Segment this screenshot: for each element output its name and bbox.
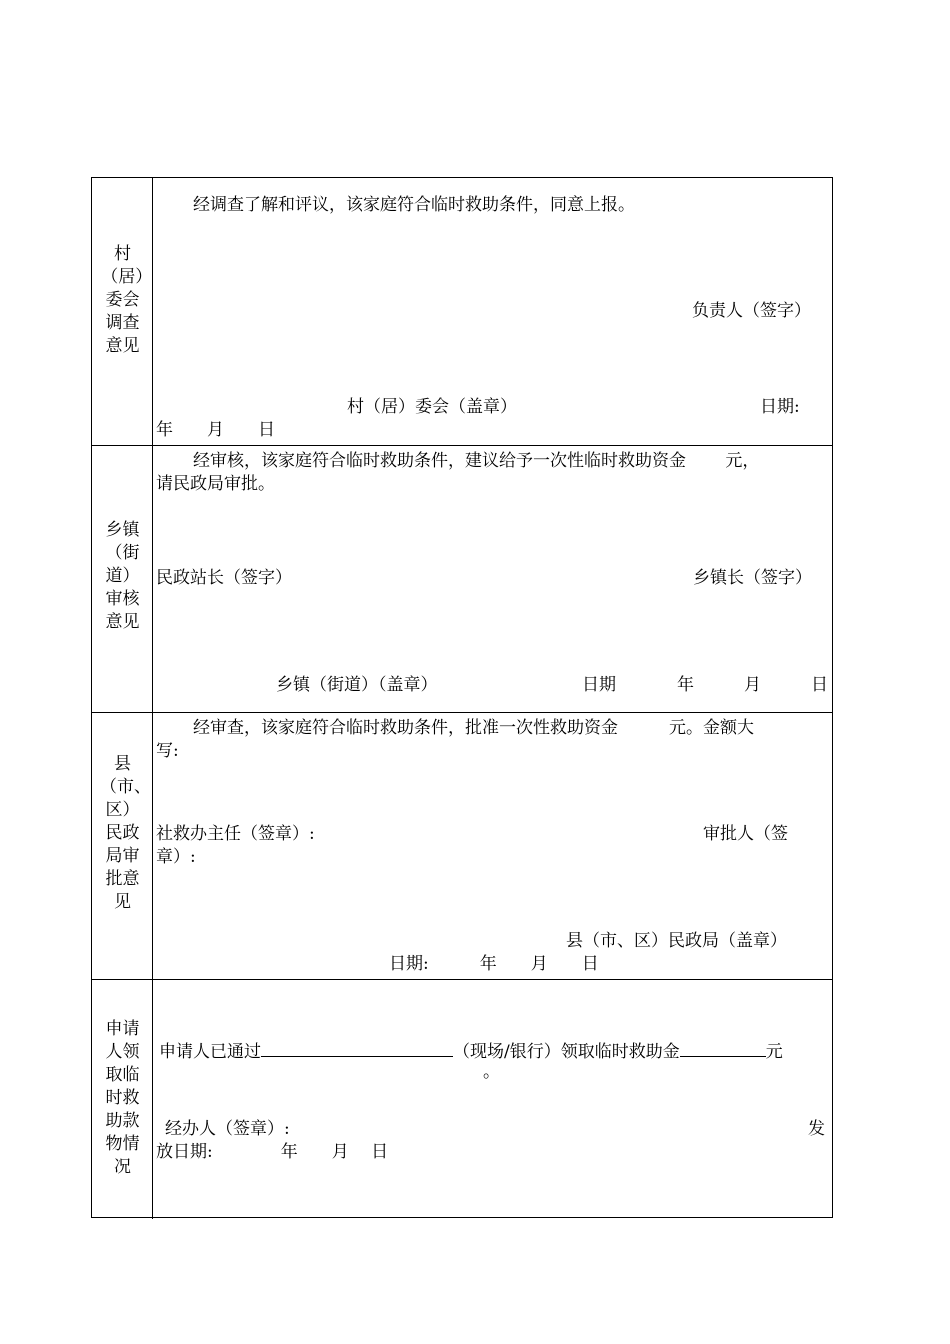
county-seal: 县（市、区）民政局（盖章） [566,931,787,951]
receipt-prefix: 申请人已通过 [159,1042,261,1062]
village-opinion-text: 经调查了解和评议，该家庭符合临时救助条件，同意上报。 [193,195,635,215]
receipt-amount-blank[interactable] [680,1038,766,1057]
approver-signature-line2: 章）: [156,847,196,867]
village-label-cell [92,178,153,445]
township-opinion-line2: 请民政局审批。 [156,474,275,494]
approver-signature-line1: 审批人（签 [703,824,788,844]
receipt-middle: （现场/银行）领取临时救助金 [453,1042,680,1062]
township-date-day: 日 [811,675,828,695]
issue-char: 发 [808,1119,825,1139]
receipt-period: 。 [483,1062,500,1082]
township-date-label: 日期 [582,675,616,695]
village-label: 村（居）委会调查意见 [101,244,144,356]
receipt-method-blank[interactable] [261,1038,453,1057]
village-responsible-signature: 负责人（签字） [692,301,811,321]
receipt-suffix: 元 [765,1042,783,1062]
village-opinion-row [92,178,832,446]
township-label-cell [92,446,153,712]
applicant-label-cell [92,980,153,1219]
township-head-signature: 乡镇长（签字） [693,568,812,588]
village-date-label: 日期: [760,397,800,417]
applicant-receipt-row [92,980,832,1219]
county-label: 县（市、区）民政局审批意见 [100,754,151,912]
issue-date: 放日期: 年 月 日 [156,1142,389,1162]
assistance-form-table [91,177,833,1218]
township-label: 乡镇（街道）审核意见 [105,520,140,632]
township-seal: 乡镇（街道）（盖章） [276,675,438,695]
receipt-statement [159,1038,783,1064]
county-label-cell [92,713,153,979]
township-date-month: 月 [744,675,761,695]
applicant-label: 申请人领取临时救助款物情况 [105,1019,140,1177]
township-opinion-row [92,446,832,713]
village-seal: 村（居）委会（盖章） [347,397,517,417]
village-date-parts: 年 月 日 [156,420,275,440]
township-date-year: 年 [677,675,694,695]
handler-signature: 经办人（签章）: [165,1119,290,1139]
county-opinion-line2: 写: [156,741,179,761]
county-opinion-row [92,713,832,980]
county-date: 日期: 年 月 日 [389,954,599,974]
director-signature: 社救办主任（签章）: [156,824,315,844]
station-head-signature: 民政站长（签字） [156,568,292,588]
county-opinion-line1: 经审查，该家庭符合临时救助条件，批准一次性救助资金 元。金额大 [193,718,754,738]
township-opinion-line1: 经审核，该家庭符合临时救助条件，建议给予一次性临时救助资金 元， [193,451,760,471]
